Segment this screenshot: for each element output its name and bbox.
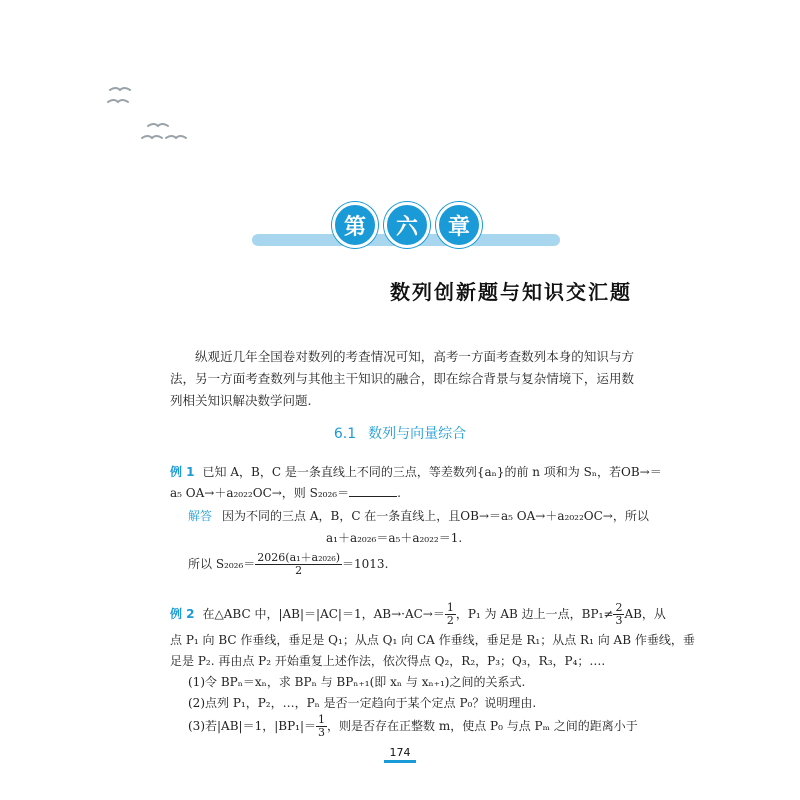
chapter-title: 数列创新题与知识交汇题 [390,280,632,304]
page-number-underline [384,760,416,763]
example1-answer-line3 [188,552,654,577]
example2-line3: 足是 P₂. 再由点 P₂ 开始重复上述作法，依次得点 Q₂，R₂，P₃；Q₃，R₃，P₄；…. [170,654,606,668]
example2-fraction-1 [445,602,456,627]
example1-line2 [170,483,636,503]
example2-label: 例 2 [170,607,195,621]
example2-question-3 [188,714,654,739]
section-title: 数列与向量综合 [368,426,467,442]
chapter-char-1: 第 [332,202,378,248]
example1-label: 例 1 [170,465,195,479]
frac1-bottom: 2 [446,614,454,627]
frac3-top: 1 [318,713,325,726]
answer-frac-top: 2026(a₁＋a₂₀₂₆) [257,551,341,564]
q3-text-a: (3)若|AB|＝1，|BP₁|＝ [188,719,316,733]
answer-label: 解答 [188,509,213,523]
example2-line1 [170,601,666,627]
answer-fraction [255,552,342,577]
q3-text-b: ，则是否存在正整数 m，使点 P₀ 与点 Pₘ 之间的距离小于 [327,719,638,733]
answer-text-1: 因为不同的三点 A，B，C 在一条直线上，且OB→＝a₅ OA→＋a₂₀₂₂OC→，所以 [222,509,649,523]
example2-text-1b: ，P₁ 为 AB 边上一点，BP₁≠ [455,607,614,621]
section-number: 6.1 [333,426,357,442]
frac2-top: 2 [615,601,623,614]
example2-question-2: (2)点列 P₁，P₂，…，Pₙ 是否一定趋向于某个定点 P₀？说明理由. [188,696,537,710]
answer-text-3-end: ＝1013. [342,557,389,571]
example2-text-1c: AB，从 [624,607,666,621]
example1-answer-line2: a₁＋a₂₀₂₆＝a₅＋a₂₀₂₂＝1. [326,531,463,545]
answer-frac-bottom: 2 [295,564,303,577]
example2-text-1a: 在△ABC 中，|AB|＝|AC|＝1，AB→·AC→＝ [202,607,445,621]
example2-fraction-2 [613,602,624,627]
frac3-bottom: 3 [318,726,325,739]
answer-text-3: 所以 S₂₀₂₆＝ [188,557,256,571]
example1-text-2: a₅ OA→＋a₂₀₂₂OC→，则 S₂₀₂₆＝ [170,486,350,500]
example1-answer-line1 [188,506,654,526]
page-number: 174 [389,746,411,759]
intro-paragraph: 纵观近几年全国卷对数列的考查情况可知，高考一方面考查数列本身的知识与方法，另一方面考查数列与其他主干知识的融合，即在综合背景与复杂情境下，运用数列相关知识解决数学问题. [170,349,634,408]
chapter-char-2: 六 [384,202,430,248]
example2-question-1: (1)令 BPₙ＝xₙ，求 BPₙ 与 BPₙ₊₁(即 xₙ 与 xₙ₊₁)之间的关系式. [188,675,526,689]
example1-line1 [170,462,662,482]
frac1-top: 1 [446,601,454,614]
example1-text-2-end: . [397,486,401,500]
section-heading [0,423,800,443]
chapter-char-3: 章 [436,202,482,248]
answer-blank [349,484,397,497]
frac2-bottom: 3 [615,614,623,627]
birds-decoration-icon [100,80,220,160]
example2-fraction-3 [316,714,327,739]
example2-line2: 点 P₁ 向 BC 作垂线，垂足是 Q₁；从点 Q₁ 向 CA 作垂线，垂足是 R₁；从点 R₁ 向 AB 作垂线，垂 [170,633,695,647]
example1-text-1: 已知 A，B，C 是一条直线上不同的三点，等差数列{aₙ}的前 n 项和为 Sₙ，若OB→＝ [202,465,662,479]
